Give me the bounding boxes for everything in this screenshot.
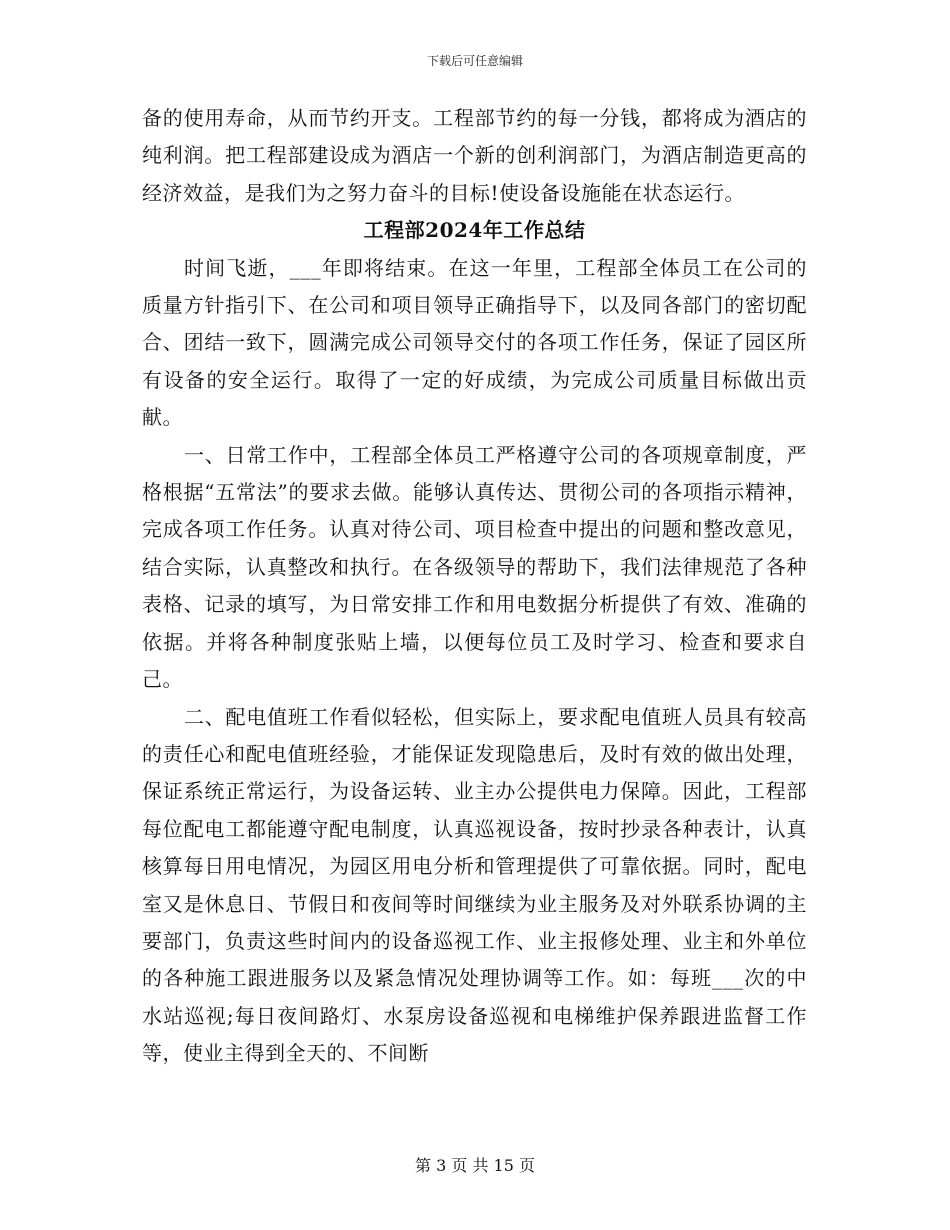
section-title: 工程部2024年工作总结 — [363, 218, 586, 243]
page-number: 第 3 页 共 15 页 — [415, 1156, 535, 1175]
paragraph-opening: 时间飞逝，___年即将结束。在这一年里，工程部全体员工在公司的质量方针指引下、在公司和项目领导正确指导下，以及同各部门的密切配合、团结一致下，圆满完成公司领导交付的各项工作任务，保证了园区所有设备的安全运行。取得了一定的好成绩，为完成公司质量目标做出贡献。 — [142, 255, 807, 430]
page-header: 下载后可任意编辑 — [426, 54, 523, 68]
paragraph-power-duty: 二、配电值班工作看似轻松，但实际上，要求配电值班人员具有较高的责任心和配电值班经验，才能保证发现隐患后，及时有效的做出处理，保证系统正常运行，为设备运转、业主办公提供电力保障。因此，工程部每位配电工都能遵守配电制度，认真巡视设备，按时抄录各种表计，认真核算每日用电情况，为园区用电分析和管理提供了可靠依据。同时，配电室又是休息日、节假日和夜间等时间继续为业主服务及对外联系协调的主要部门，负责这些时间内的设备巡视工作、业主报修处理、业主和外单位的各种施工跟进服务以及紧急情况处理协调等工作。如：每班___次的中水站巡视;每日夜间路灯、水泵房设备巡视和电梯维护保养跟进监督工作等，使业主得到全天的、不间断 — [142, 704, 807, 1066]
document-body — [142, 100, 807, 1073]
intro-paragraph: 备的使用寿命，从而节约开支。工程部节约的每一分钱，都将成为酒店的纯利润。把工程部建设成为酒店一个新的创利润部门，为酒店制造更高的经济效益，是我们为之努力奋斗的目标!使设备设施能在状态运行。 — [142, 106, 807, 205]
paragraph-daily-work: 一、日常工作中，工程部全体员工严格遵守公司的各项规章制度，严格根据“五常法”的要求去做。能够认真传达、贯彻公司的各项指示精神，完成各项工作任务。认真对待公司、项目检查中提出的问题和整改意见，结合实际，认真整改和执行。在各级领导的帮助下，我们法律规范了各种表格、记录的填写，为日常安排工作和用电数据分析提供了有效、准确的依据。并将各种制度张贴上墙，以便每位员工及时学习、检查和要求自己。 — [142, 442, 807, 692]
